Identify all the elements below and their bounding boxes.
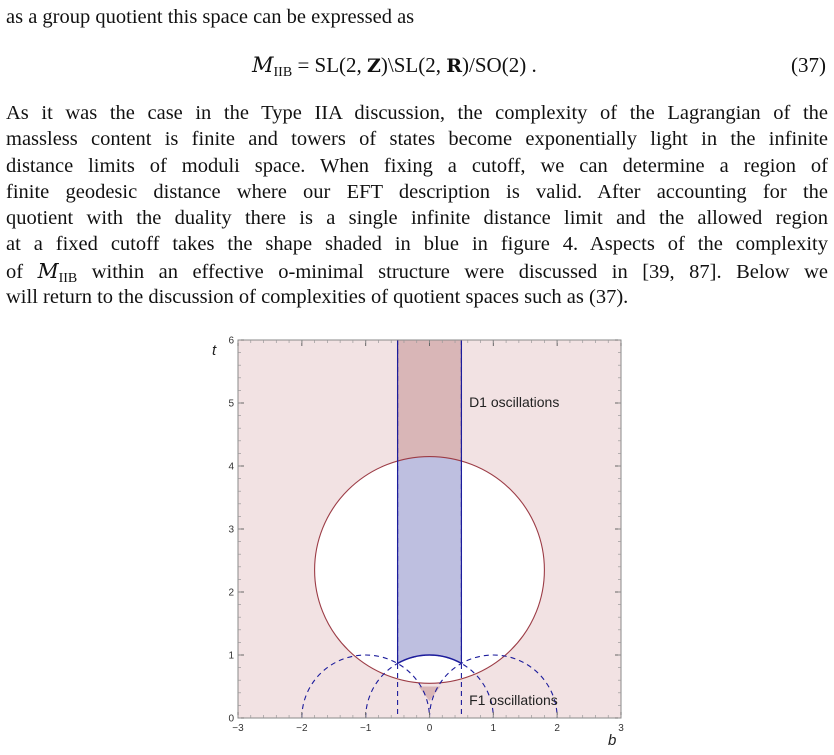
x-tick-label: −2 [296, 723, 308, 734]
x-tick-label: −1 [359, 723, 372, 734]
paragraph-line: As it was the case in the Type IIA discussion, the complexity of the Lagrangian of the [6, 102, 828, 124]
paragraph-line: quotient with the duality there is a single infinite distance limit and the allowed region [6, 207, 828, 230]
x-axis-label: b [608, 732, 617, 749]
allowed-region-blue [398, 457, 462, 664]
body-paragraph [6, 100, 828, 310]
text-part: of [6, 260, 38, 283]
text-part: within an effective o-minimal structure were discussed in [39, 87]. Below we [77, 260, 828, 283]
paragraph-line: finite geodesic distance where our EFT description is valid. After accounting for the [6, 180, 828, 203]
paragraph-line: will return to the discussion of complexities of quotient spaces such as (37). [6, 286, 629, 309]
x-tick-label: 0 [426, 723, 433, 734]
y-tick-label: 2 [228, 587, 234, 599]
x-tick-label: −3 [232, 723, 244, 734]
paragraph-line: at a fixed cutoff takes the shape shaded in blue in figure 4. Aspects of the complexity [6, 233, 828, 256]
y-axis-label: t [212, 342, 217, 359]
y-tick-label: 0 [228, 713, 234, 725]
equation-number: (37) [791, 53, 826, 77]
y-tick-label: 4 [228, 461, 234, 473]
intro-line: as a group quotient this space can be expressed as [6, 6, 415, 28]
moduli-space-subscript: IIB [58, 270, 78, 286]
figure-4 [0, 330, 834, 755]
equation-part: )/SO(2) . [462, 53, 537, 77]
moduli-space-symbol: M [37, 258, 59, 283]
y-tick-label: 6 [228, 335, 234, 347]
moduli-space-subscript: IIB [273, 65, 293, 80]
paragraph-line: massless content is finite and towers of states become exponentially light in the infinite [6, 128, 828, 151]
x-tick-label: 2 [554, 723, 560, 734]
y-tick-label: 5 [228, 398, 234, 410]
integers-symbol: Z [367, 55, 381, 77]
paragraph-line: distance limits of moduli space. When fixing a cutoff, we can determine a region of [6, 154, 828, 177]
y-tick-label: 3 [228, 524, 234, 536]
y-tick-label: 1 [228, 650, 234, 662]
x-tick-label: 1 [490, 723, 497, 734]
strip-above-cutoff [398, 340, 462, 461]
moduli-space-symbol: M [252, 53, 274, 77]
equation-part: )\SL(2, [380, 53, 447, 77]
x-tick-label: 3 [618, 723, 624, 734]
reals-symbol: R [446, 55, 463, 77]
annotation-label: F1 oscillations [469, 691, 558, 708]
paragraph-line [6, 258, 828, 284]
equation-part: = SL(2, [292, 53, 368, 77]
equation-body [252, 53, 537, 81]
annotation-label: D1 oscillations [469, 394, 560, 410]
moduli-region-plot [0, 330, 834, 750]
